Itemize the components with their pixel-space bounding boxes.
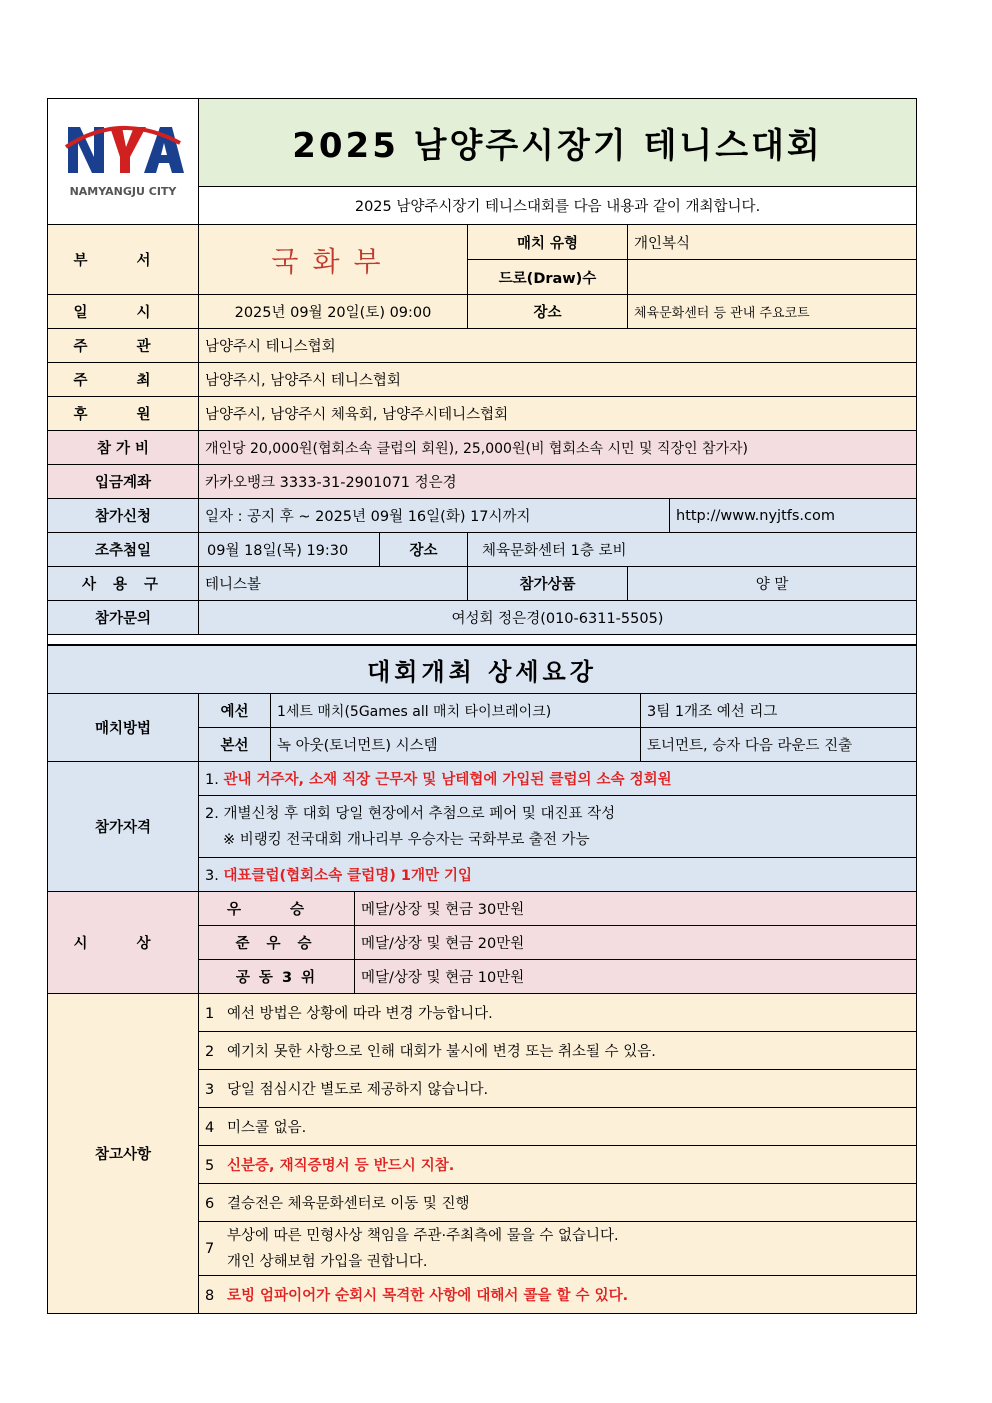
apply-value: 일자 : 공지 후 ~ 2025년 09월 16일(화) 17시까지 [199, 499, 670, 533]
details-title: 대회개최 상세요강 [48, 646, 917, 694]
eligibility-2-text: 2. 개별신청 후 대회 당일 현장에서 추첨으로 페어 및 대진표 작성 [205, 805, 616, 822]
host-label: 주 최 [48, 363, 199, 397]
dept-value: 국화부 [199, 225, 468, 295]
eligibility-1-num: 1. [205, 772, 219, 788]
note-item [199, 1184, 917, 1222]
eligibility-2-note: ※ 비랭킹 전국대회 개나리부 우승자는 국화부로 출전 가능 [223, 831, 590, 848]
draw-meeting-place-value: 체육문화센터 1층 로비 [468, 533, 917, 567]
fee-label: 참 가 비 [48, 431, 199, 465]
inquiry-value: 여성회 정은경(010-6311-5505) [199, 601, 917, 635]
note-num: 6 [205, 1196, 215, 1212]
note-text: 예기치 못한 사항으로 인해 대회가 불시에 변경 또는 취소될 수 있음. [227, 1044, 656, 1060]
note-item [199, 1070, 917, 1108]
main-note: 토너먼트, 승자 다음 라운드 진출 [641, 728, 917, 762]
note-num: 2 [205, 1044, 215, 1060]
ball-label: 사 용 구 [48, 567, 199, 601]
award-prize: 메달/상장 및 현금 10만원 [355, 960, 917, 994]
sponsor-label: 후 원 [48, 397, 199, 431]
match-type-label: 매치 유형 [468, 225, 628, 260]
award-prize: 메달/상장 및 현금 30만원 [355, 892, 917, 926]
organizer-label: 주 관 [48, 329, 199, 363]
apply-label: 참가신청 [48, 499, 199, 533]
draw-count-label: 드로(Draw)수 [468, 260, 628, 295]
note-num: 7 [205, 1240, 215, 1257]
eligibility-3-num: 3. [205, 868, 219, 884]
prelim-label: 예선 [199, 694, 271, 728]
eligibility-2 [199, 796, 917, 858]
note-item [199, 1146, 917, 1184]
prize-goods-label: 참가상품 [468, 567, 628, 601]
inquiry-label: 참가문의 [48, 601, 199, 635]
draw-meeting-place-label: 장소 [409, 543, 438, 559]
note-text: 로빙 엄파이어가 순회시 목격한 사항에 대해서 콜을 할 수 있다. [227, 1288, 629, 1304]
note-text-2: 개인 상해보험 가입을 권합니다. [227, 1253, 428, 1270]
info-table [47, 98, 917, 645]
account-label: 입금계좌 [48, 465, 199, 499]
host-value: 남양주시, 남양주시 테니스협회 [199, 363, 917, 397]
note-num: 3 [205, 1082, 215, 1098]
date-label: 일 시 [48, 295, 199, 329]
date-value: 2025년 09월 20일(토) 09:00 [199, 295, 468, 329]
organizer-value: 남양주시 테니스협회 [199, 329, 917, 363]
note-item [199, 1222, 917, 1276]
notes-label: 참고사항 [48, 994, 199, 1314]
eligibility-1 [199, 762, 917, 796]
note-item [199, 994, 917, 1032]
note-text: 미스콜 없음. [227, 1120, 307, 1136]
note-text: 부상에 따른 민형사상 책임을 주관·주최측에 물을 수 없습니다. [227, 1227, 619, 1244]
venue-value: 체육문화센터 등 관내 주요코트 [628, 295, 917, 329]
logo-text: NAMYANGJU CITY [69, 184, 177, 198]
logo [48, 99, 199, 225]
apply-url[interactable]: http://www.nyjtfs.com [670, 499, 917, 533]
draw-meeting-value: 09월 18일(목) 19:30 [199, 533, 380, 566]
prelim-note: 3팀 1개조 예선 리그 [641, 694, 917, 728]
match-type-value: 개인복식 [628, 225, 917, 260]
note-text: 예선 방법은 상황에 따라 변경 가능합니다. [227, 1006, 493, 1022]
note-num: 5 [205, 1158, 215, 1174]
eligibility-1-text: 관내 거주자, 소재 직장 근무자 및 남테협에 가입된 클럽의 소속 정회원 [223, 772, 672, 788]
venue-label: 장소 [468, 295, 628, 329]
eligibility-3 [199, 858, 917, 892]
sponsor-value: 남양주시, 남양주시 체육회, 남양주시테니스협회 [199, 397, 917, 431]
main-value: 녹 아웃(토너먼트) 시스템 [271, 728, 641, 762]
note-num: 8 [205, 1288, 215, 1304]
ball-value: 테니스볼 [199, 567, 468, 601]
method-label: 매치방법 [48, 694, 199, 762]
dept-label: 부 서 [48, 225, 199, 295]
fee-value: 개인당 20,000원(협회소속 클럽의 회원), 25,000원(비 협회소속 시민 및 직장인 참가자) [199, 431, 917, 465]
draw-meeting-label: 조추첨일 [48, 533, 199, 567]
note-num: 4 [205, 1120, 215, 1136]
award-prize: 메달/상장 및 현금 20만원 [355, 926, 917, 960]
note-num: 1 [205, 1006, 215, 1022]
nyta-logo-icon [60, 117, 186, 203]
award-rank: 우 승 [199, 892, 355, 926]
draw-count-value [628, 260, 917, 295]
tournament-notice [47, 98, 916, 1314]
awards-label: 시 상 [48, 892, 199, 994]
intro-text: 2025 남양주시장기 테니스대회를 다음 내용과 같이 개최합니다. [199, 187, 917, 225]
note-item [199, 1276, 917, 1314]
note-text: 당일 점심시간 별도로 제공하지 않습니다. [227, 1082, 489, 1098]
main-label: 본선 [199, 728, 271, 762]
prize-goods-value: 양 말 [628, 567, 917, 601]
draw-meeting-cell [199, 533, 468, 567]
details-table [47, 645, 917, 1314]
eligibility-3-text: 대표클럽(협회소속 클럽명) 1개만 기입 [223, 868, 473, 884]
note-item [199, 1108, 917, 1146]
award-rank: 공 동 3 위 [199, 960, 355, 994]
page-title: 2025 남양주시장기 테니스대회 [199, 99, 917, 187]
note-text: 신분증, 재직증명서 등 반드시 지참. [227, 1158, 455, 1174]
note-text: 결승전은 체육문화센터로 이동 및 진행 [227, 1196, 470, 1212]
account-value: 카카오뱅크 3333-31-2901071 정은경 [199, 465, 917, 499]
award-rank: 준 우 승 [199, 926, 355, 960]
note-item [199, 1032, 917, 1070]
eligibility-label: 참가자격 [48, 762, 199, 892]
prelim-value: 1세트 매치(5Games all 매치 타이브레이크) [271, 694, 641, 728]
